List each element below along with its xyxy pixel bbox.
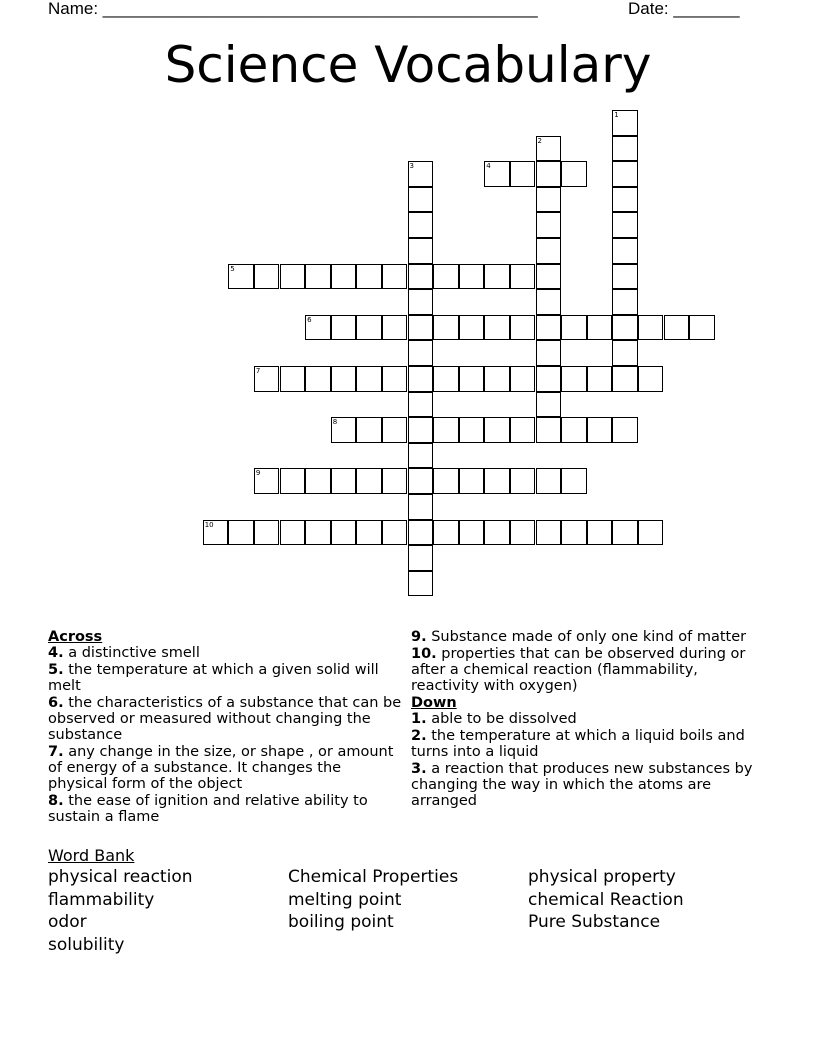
crossword-cell[interactable] <box>510 315 536 341</box>
crossword-cell[interactable] <box>305 315 331 341</box>
clue-down-2: 2. the temperature at which a liquid boils and turns into a liquid <box>411 728 745 760</box>
clue-number: 3 <box>409 162 414 171</box>
crossword-cell[interactable] <box>612 136 638 162</box>
crossword-cell[interactable] <box>561 520 587 546</box>
crossword-cell[interactable] <box>612 289 638 315</box>
crossword-cell[interactable] <box>331 366 357 392</box>
crossword-cell[interactable] <box>536 340 562 366</box>
crossword-cell[interactable] <box>408 443 434 469</box>
down-heading: Down <box>411 695 457 711</box>
crossword-cell[interactable] <box>638 520 664 546</box>
crossword-cell[interactable] <box>484 315 510 341</box>
crossword-cell[interactable] <box>664 315 690 341</box>
word-bank-item: flammability <box>48 889 155 910</box>
clue-across-4: 4. a distinctive smell <box>48 645 200 661</box>
crossword-cell[interactable] <box>433 468 459 494</box>
clue-across-9: 9. Substance made of only one kind of matter <box>411 629 747 645</box>
crossword-cell[interactable] <box>408 161 434 187</box>
clue-across-7: 7. any change in the size, or shape , or amount of energy of a substance. It changes the physical form of the object <box>48 744 394 792</box>
crossword-cell[interactable] <box>689 315 715 341</box>
crossword-cell[interactable] <box>587 417 613 443</box>
crossword-cell[interactable] <box>408 315 434 341</box>
clue-across-8: 8. the ease of ignition and relative ability to sustain a flame <box>48 793 368 825</box>
word-bank-item: odor <box>48 912 87 933</box>
crossword-cell[interactable] <box>382 417 408 443</box>
crossword-cell[interactable] <box>536 520 562 546</box>
crossword-cell[interactable] <box>459 366 485 392</box>
crossword-cell[interactable] <box>408 392 434 418</box>
word-bank-column-2 <box>288 866 458 934</box>
crossword-cell[interactable] <box>536 468 562 494</box>
crossword-cell[interactable] <box>408 468 434 494</box>
crossword-cell[interactable] <box>382 468 408 494</box>
crossword-cell[interactable] <box>561 315 587 341</box>
crossword-cell[interactable] <box>408 340 434 366</box>
clue-number: 9 <box>255 469 261 478</box>
crossword-cell[interactable] <box>331 264 357 290</box>
word-bank-item: physical property <box>528 867 676 887</box>
crossword-cell[interactable] <box>408 494 434 520</box>
crossword-cell[interactable] <box>536 136 562 162</box>
clue-number: 7 <box>255 367 261 375</box>
crossword-cell[interactable] <box>612 161 638 187</box>
crossword-cell[interactable] <box>459 264 485 290</box>
crossword-cell[interactable] <box>612 366 638 392</box>
clue-number: 2 <box>537 136 542 145</box>
clue-number: 6 <box>307 315 312 324</box>
crossword-cell[interactable] <box>356 315 382 341</box>
date-field[interactable]: Date: _______ <box>628 0 740 18</box>
crossword-cell[interactable] <box>612 212 638 238</box>
crossword-cell[interactable] <box>305 520 331 546</box>
crossword-cell[interactable] <box>510 520 536 546</box>
crossword-cell[interactable] <box>459 468 485 494</box>
crossword-cell[interactable] <box>280 366 306 392</box>
crossword-cell[interactable] <box>638 366 664 392</box>
crossword-cell[interactable] <box>612 264 638 290</box>
crossword-cell[interactable] <box>305 468 331 494</box>
crossword-cell[interactable] <box>433 264 459 290</box>
crossword-cell[interactable] <box>484 264 510 290</box>
crossword-cell[interactable] <box>510 366 536 392</box>
crossword-cell[interactable] <box>459 520 485 546</box>
crossword-cell[interactable] <box>433 520 459 546</box>
crossword-cell[interactable] <box>587 366 613 392</box>
clue-number: 8 <box>332 418 338 427</box>
crossword-cell[interactable] <box>408 264 434 290</box>
crossword-cell[interactable] <box>510 264 536 290</box>
clue-across-10: 10. properties that can be observed during or after a chemical reaction (flammability, reactivity with oxygen) <box>411 646 746 694</box>
crossword-cell[interactable] <box>331 468 357 494</box>
crossword-cell[interactable] <box>536 366 562 392</box>
crossword-cell[interactable] <box>408 520 434 546</box>
clue-down-1: 1. able to be dissolved <box>411 711 577 727</box>
crossword-cell[interactable] <box>612 238 638 264</box>
crossword-cell[interactable] <box>587 520 613 546</box>
crossword-cell[interactable] <box>612 315 638 341</box>
crossword-cell[interactable] <box>228 264 254 290</box>
crossword-cell[interactable] <box>382 315 408 341</box>
word-bank-item: solubility <box>48 935 125 956</box>
crossword-cell[interactable] <box>356 264 382 290</box>
crossword-cell[interactable] <box>382 366 408 392</box>
crossword-cell[interactable] <box>459 417 485 443</box>
crossword-cell[interactable] <box>254 264 280 290</box>
crossword-cell[interactable] <box>536 289 562 315</box>
crossword-cell[interactable] <box>459 315 485 341</box>
crossword-cell[interactable] <box>356 468 382 494</box>
clue-number: 4 <box>486 162 491 171</box>
crossword-cell[interactable] <box>638 315 664 341</box>
word-bank-title: Word Bank <box>48 846 135 865</box>
word-bank-item: melting point <box>288 889 402 910</box>
crossword-cell[interactable] <box>280 468 306 494</box>
crossword-cell[interactable] <box>536 161 562 187</box>
crossword-cell[interactable] <box>612 187 638 213</box>
clue-number: 1 <box>614 111 619 119</box>
crossword-cell[interactable] <box>484 417 510 443</box>
clue-across-5: 5. the temperature at which a given solid will melt <box>48 662 379 694</box>
crossword-cell[interactable] <box>587 315 613 341</box>
crossword-cell[interactable] <box>408 417 434 443</box>
word-bank-item: Pure Substance <box>528 912 661 933</box>
crossword-cell[interactable] <box>382 520 408 546</box>
crossword-cell[interactable] <box>612 417 638 443</box>
word-bank-item: physical reaction <box>48 867 193 887</box>
crossword-cell[interactable] <box>408 238 434 264</box>
crossword-cell[interactable] <box>203 520 229 546</box>
crossword-cell[interactable] <box>254 468 280 494</box>
crossword-cell[interactable] <box>280 520 306 546</box>
crossword-cell[interactable] <box>561 468 587 494</box>
crossword-cell[interactable] <box>536 238 562 264</box>
crossword-cell[interactable] <box>536 212 562 238</box>
crossword-cell[interactable] <box>408 187 434 213</box>
crossword-cell[interactable] <box>331 520 357 546</box>
clue-number: 5 <box>230 264 235 273</box>
crossword-cell[interactable] <box>510 417 536 443</box>
word-bank-item: chemical Reaction <box>528 889 684 910</box>
crossword-cell[interactable] <box>536 264 562 290</box>
crossword-cell[interactable] <box>408 366 434 392</box>
crossword-cell[interactable] <box>536 417 562 443</box>
crossword-cell[interactable] <box>408 289 434 315</box>
crossword-cell[interactable] <box>331 315 357 341</box>
crossword-cell[interactable] <box>561 366 587 392</box>
clue-down-3: 3. a reaction that produces new substances by changing the way in which the atoms are arranged <box>411 761 753 809</box>
crossword-cell[interactable] <box>561 417 587 443</box>
word-bank-item: Chemical Properties <box>288 867 459 887</box>
crossword-cell[interactable] <box>254 366 280 392</box>
clue-number: 10 <box>204 520 214 529</box>
crossword-cell[interactable] <box>356 417 382 443</box>
crossword-cell[interactable] <box>612 520 638 546</box>
crossword-cell[interactable] <box>228 520 254 546</box>
crossword-cell[interactable] <box>561 161 587 187</box>
word-bank-column-3 <box>528 866 684 934</box>
crossword-cell[interactable] <box>408 545 434 571</box>
crossword-cell[interactable] <box>408 571 434 597</box>
crossword-cell[interactable] <box>331 417 357 443</box>
crossword-cell[interactable] <box>280 264 306 290</box>
name-field[interactable]: Name: ______________________________________________ <box>48 0 538 18</box>
word-bank-column-1 <box>48 866 193 957</box>
page-title: Science Vocabulary <box>164 36 652 94</box>
crossword-cell[interactable] <box>382 264 408 290</box>
crossword-cell[interactable] <box>408 212 434 238</box>
clues-right-column <box>411 629 761 810</box>
clue-across-6: 6. the characteristics of a substance that can be observed or measured without changing the substance <box>48 695 402 743</box>
crossword-cell[interactable] <box>356 366 382 392</box>
crossword-cell[interactable] <box>484 468 510 494</box>
crossword-cell[interactable] <box>254 520 280 546</box>
crossword-cell[interactable] <box>510 161 536 187</box>
crossword-cell[interactable] <box>536 392 562 418</box>
crossword-cell[interactable] <box>536 187 562 213</box>
crossword-cell[interactable] <box>433 366 459 392</box>
across-heading: Across <box>48 629 103 645</box>
crossword-cell[interactable] <box>612 110 638 136</box>
crossword-cell[interactable] <box>484 366 510 392</box>
crossword-cell[interactable] <box>536 315 562 341</box>
crossword-cell[interactable] <box>356 520 382 546</box>
word-bank-item: boiling point <box>288 912 394 933</box>
crossword-cell[interactable] <box>510 468 536 494</box>
crossword-cell[interactable] <box>305 366 331 392</box>
crossword-cell[interactable] <box>612 340 638 366</box>
crossword-cell[interactable] <box>305 264 331 290</box>
crossword-cell[interactable] <box>433 417 459 443</box>
crossword-cell[interactable] <box>433 315 459 341</box>
clues-across <box>48 629 403 826</box>
crossword-cell[interactable] <box>484 520 510 546</box>
crossword-cell[interactable] <box>484 161 510 187</box>
